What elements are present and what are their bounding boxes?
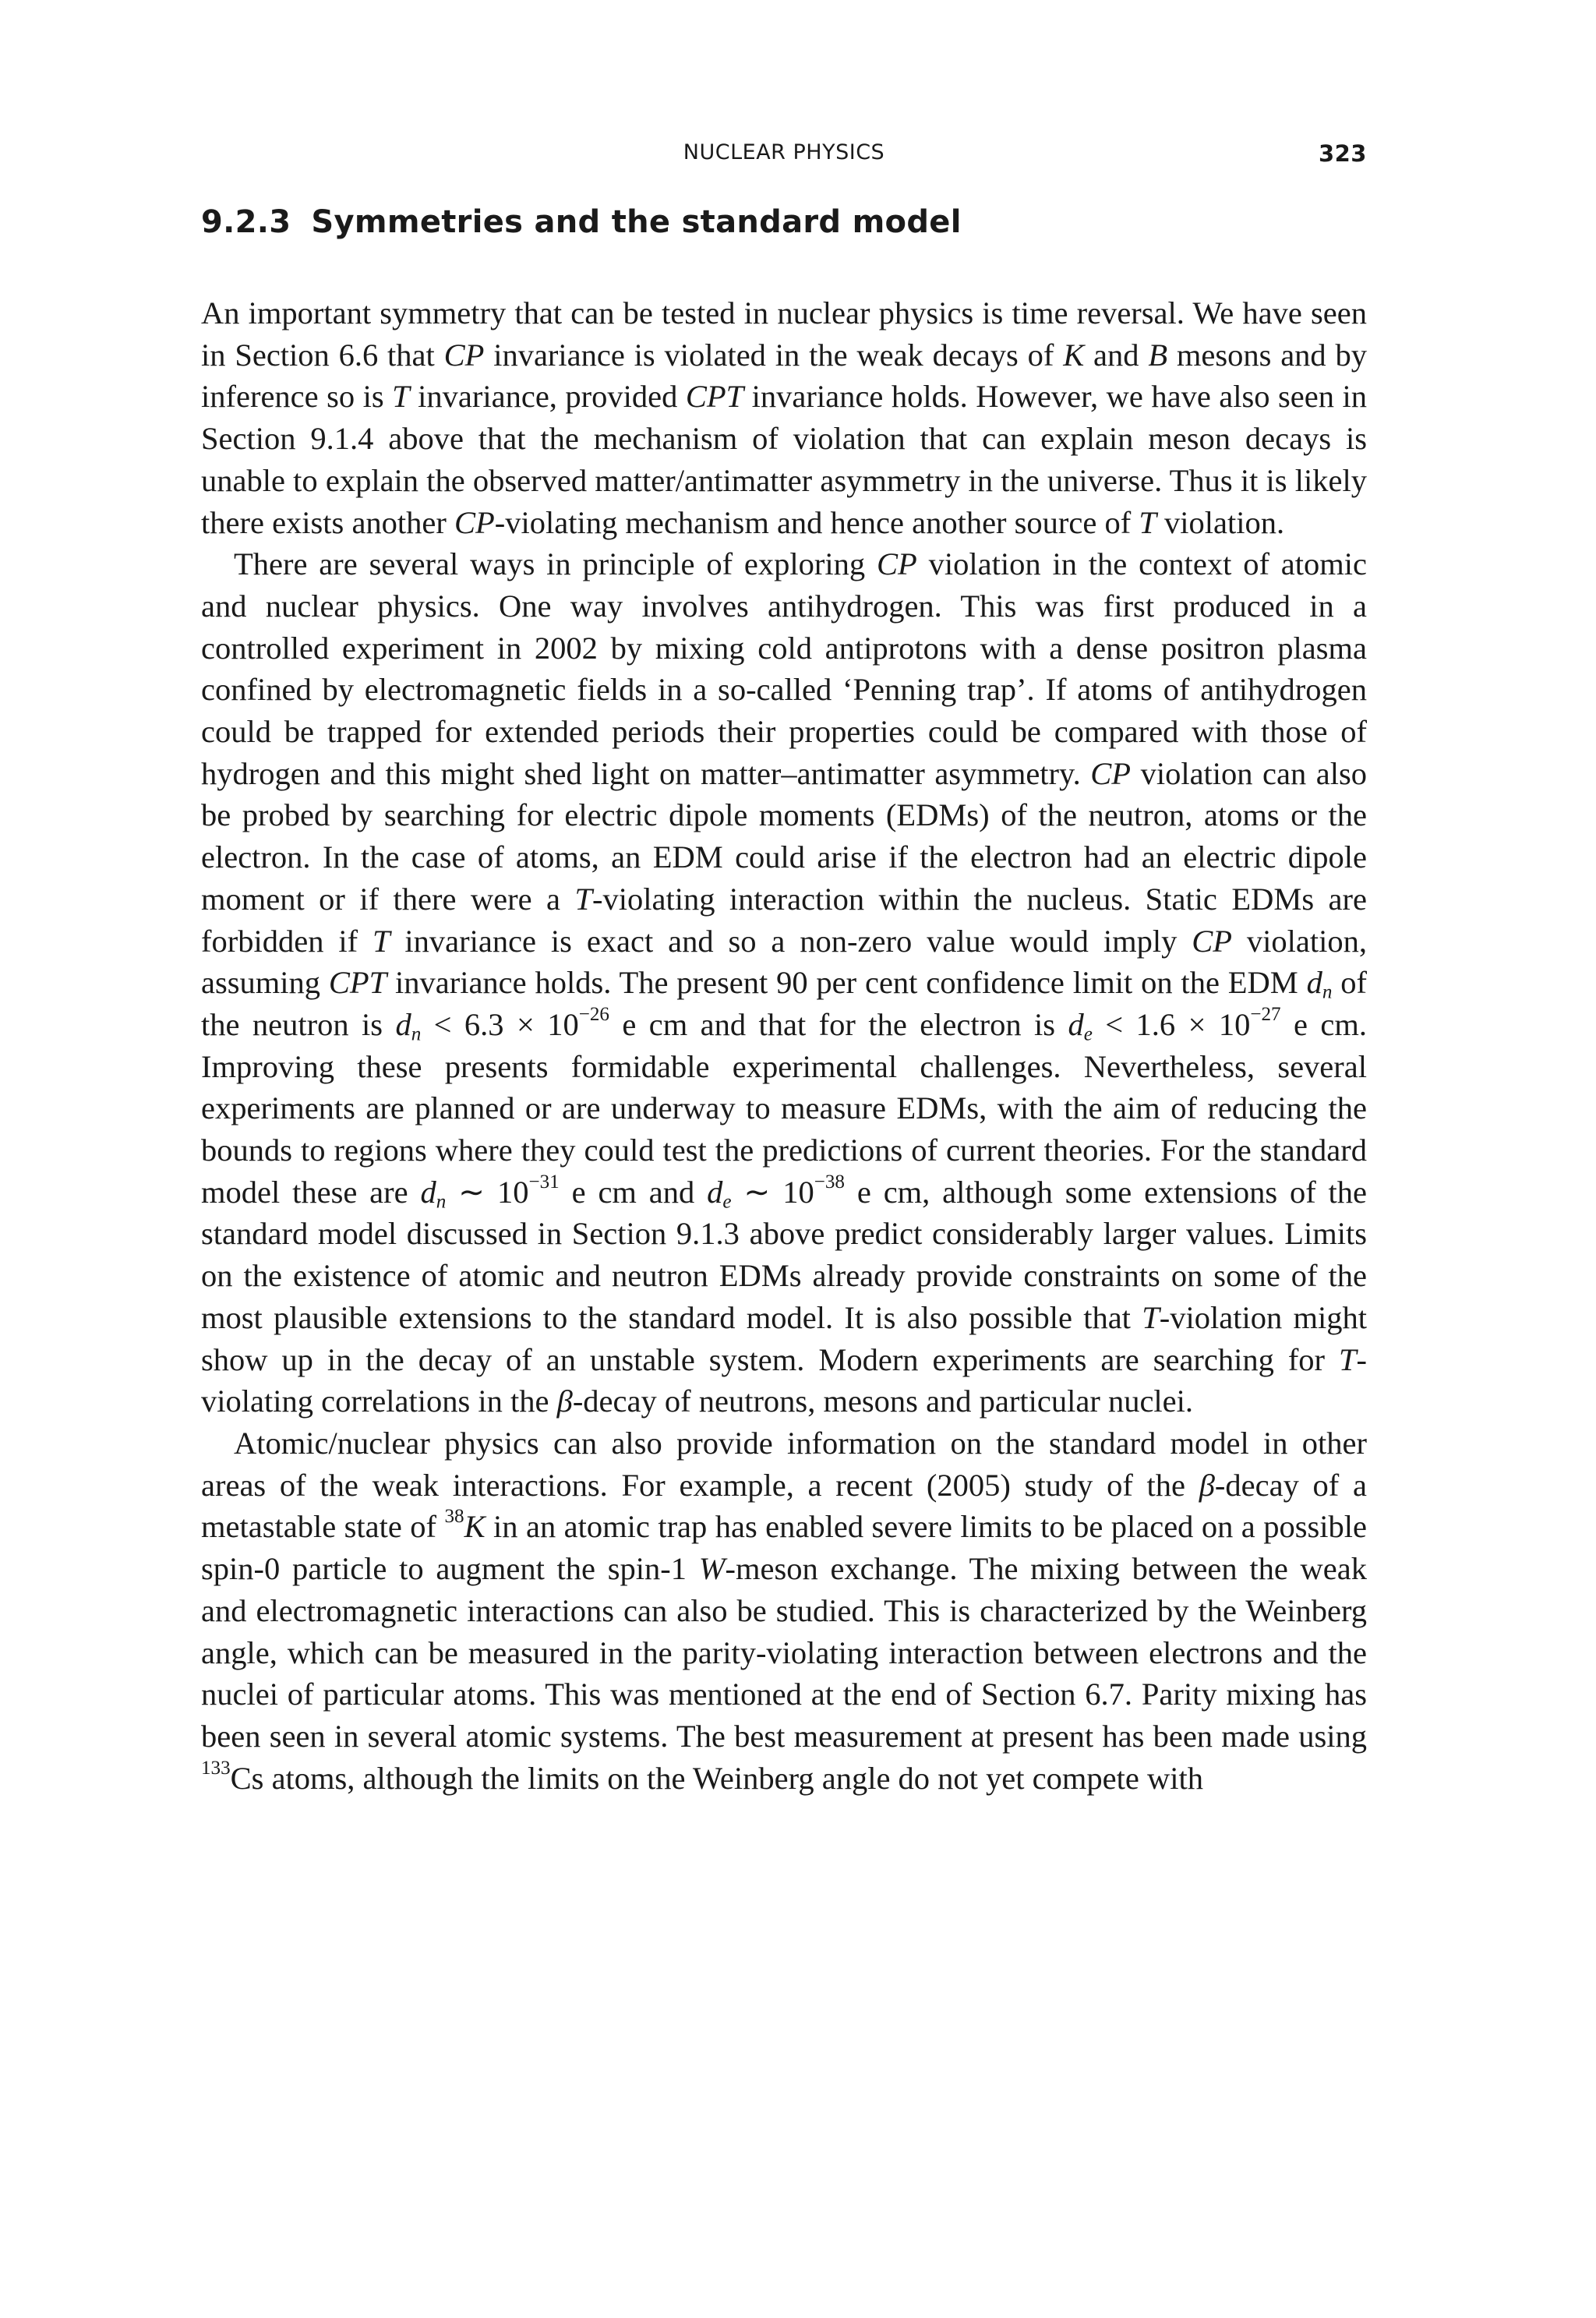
page-number: 323 [1318,140,1367,167]
section-title: Symmetries and the standard model [311,204,962,240]
section-number: 9.2.3 [201,204,291,240]
paragraph: There are several ways in principle of exploring CP violation in the context of atomic and nuclear physics. One way involves antihydrogen. This was first produced in a controlled experiment in 2002 by mixing cold antiprotons with a dense positron plasma confined by electromagnetic fields in a so-called ‘Penning trap’. If atoms of antihydrogen could be trapped for extended periods their properties could be compared with those of hydrogen and this might shed light on matter–antimatter asymmetry. CP violation can also be probed by searching for electric dipole moments (EDMs) of the neutron, atoms or the electron. In the case of atoms, an EDM could arise if the electron had an electric dipole moment or if there were a T-violating interaction within the nucleus. Static EDMs are forbidden if T invariance is exact and so a non-zero value would imply CP violation, assuming CPT invariance holds. The present 90 per cent confidence limit on the EDM $d_n$ of the neutron is $d_n < 6.3 \times 10^{-26}$ e cm and that for the electron is $d_e < 1.6 \times 10^{-27}$ e cm. Improving these presents formidable experimental challenges. Nevertheless, several experiments are planned or are underway to measure EDMs, with the aim of reducing the bounds to regions where they could test the predictions of current theories. For the standard model these are $d_n$ ∼ $10^{-31}$ e cm and $d_e$ ∼ $10^{-38}$ e cm, although some extensions of the standard model discussed in Section 9.1.3 above predict considerably larger values. Limits on the existence of atomic and neutron EDMs already provide constraints on some of the most plausible extensions to the standard model. It is also possible that T-violation might show up in the decay of an unstable system. Modern experiments are searching for T-violating correlations in the β-decay of neutrons, mesons and particular nuclei. [201,546,1368,1419]
body-text [201,292,1367,1799]
section-heading [201,204,962,240]
running-head [201,140,1367,171]
running-title: NUCLEAR PHYSICS [683,140,885,164]
paragraph: Atomic/nuclear physics can also provide information on the standard model in other areas of the weak interactions. For example, a recent (2005) study of the β-decay of a metastable state of $^{38}$K in an atomic trap has enabled severe limits to be placed on a possible spin-0 particle to augment the spin-1 W-meson exchange. The mixing between the weak and electromagnetic interactions can also be studied. This is characterized by the Weinberg angle, which can be measured in the parity-violating interaction between electrons and the nuclei of particular atoms. This was mentioned at the end of Section 6.7. Parity mixing has been seen in several atomic systems. The best measurement at present has been made using $^{133}$Cs atoms, although the limits on the Weinberg angle do not yet compete with [201,1425,1367,1796]
paragraph: An important symmetry that can be tested in nuclear physics is time reversal. We have seen in Section 6.6 that CP invariance is violated in the weak decays of K and B mesons and by inference so is T invariance, provided CPT invariance holds. However, we have also seen in Section 9.1.4 above that the mechanism of violation that can explain meson decays is unable to explain the observed matter/antimatter asymmetry in the universe. Thus it is likely there exists another CP-violating mechanism and hence another source of T violation. [201,295,1368,540]
